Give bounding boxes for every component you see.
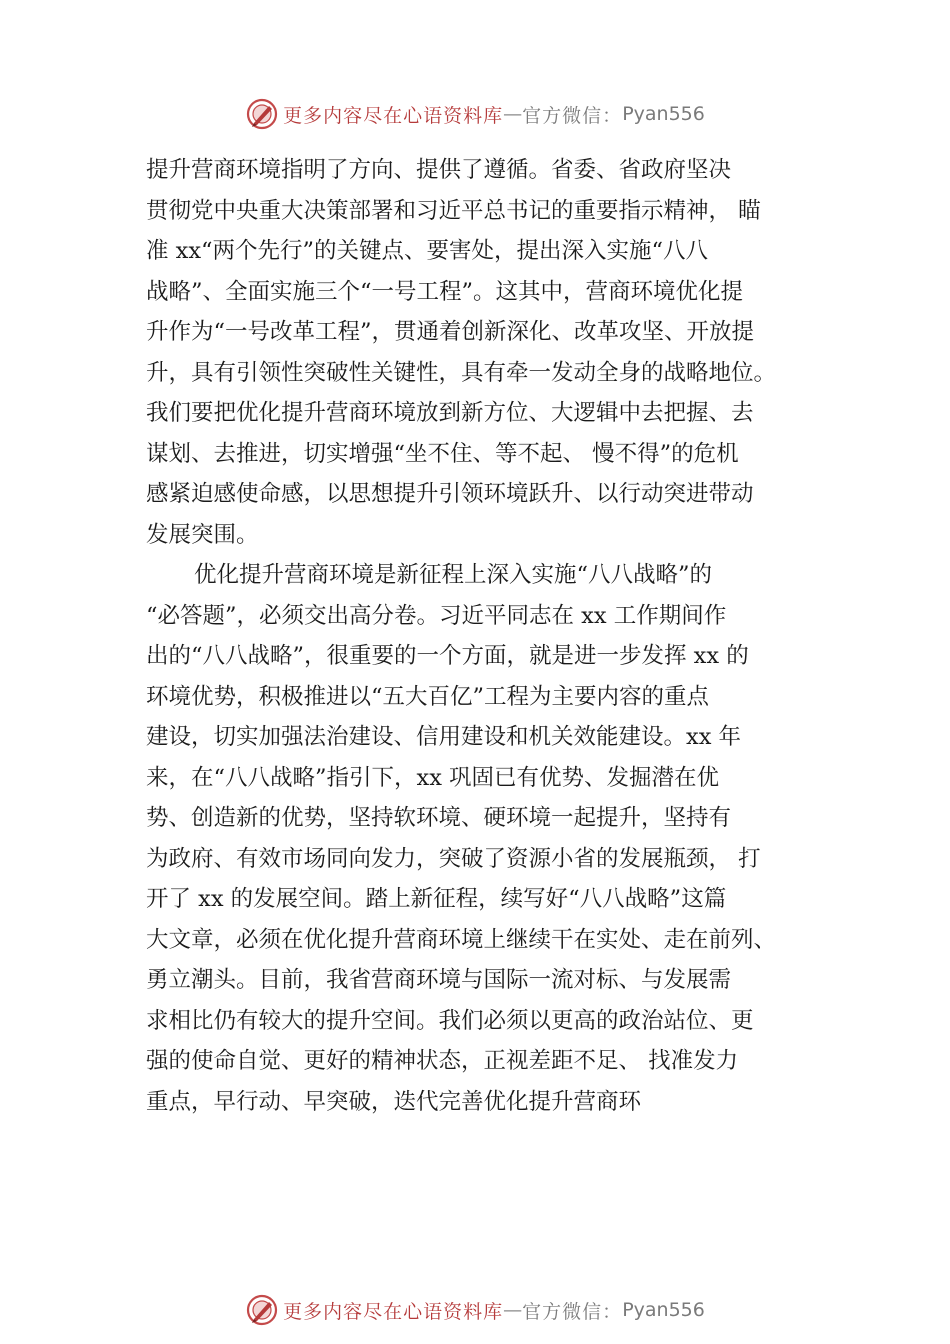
body-line: 升作为“一号改革工程”，贯通着创新深化、改革攻坚、开放提 bbox=[146, 319, 755, 345]
body-line: 提升营商环境指明了方向、提供了遵循。省委、省政府坚决 bbox=[146, 157, 732, 183]
body-line: 开了 xx 的发展空间。踏上新征程，续写好“八八战略”这篇 bbox=[146, 886, 727, 912]
body-line: 求相比仍有较大的提升空间。我们必须以更高的政治站位、更 bbox=[146, 1007, 754, 1034]
watermark-text-wechat: 官方微信： bbox=[522, 1300, 623, 1323]
header-watermark bbox=[0, 94, 950, 134]
body-line: 势、创造新的优势，坚持软环境、硬环境一起提升，坚持有 bbox=[146, 805, 732, 831]
body-line: 升，具有引领性突破性关键性，具有牵一发动全身的战略地位。 bbox=[146, 359, 777, 386]
footer-watermark bbox=[0, 1290, 950, 1330]
body-line: 准 xx“两个先行”的关键点、要害处，提出深入实施“八八 bbox=[146, 238, 709, 264]
watermark-text-main: 更多内容尽在心语资料库 bbox=[283, 1300, 504, 1323]
watermark-dash: — bbox=[503, 1299, 523, 1321]
pen-heart-logo-icon bbox=[245, 97, 279, 131]
pen-heart-logo-icon bbox=[245, 1293, 279, 1327]
body-line: 大文章，必须在优化提升营商环境上继续干在实处、走在前列、 bbox=[146, 926, 777, 953]
body-line: 建设，切实加强法治建设、信用建设和机关效能建设。xx 年 bbox=[146, 724, 742, 750]
body-line: 我们要把优化提升营商环境放到新方位、大逻辑中去把握、去 bbox=[146, 400, 754, 426]
body-line: 强的使命自觉、更好的精神状态，正视差距不足、 找准发力 bbox=[146, 1048, 739, 1074]
watermark-wechat-id: Pyan556 bbox=[622, 103, 705, 125]
body-line: 为政府、有效市场同向发力，突破了资源小省的发展瓶颈， 打 bbox=[146, 845, 761, 872]
watermark-wechat-id: Pyan556 bbox=[622, 1299, 705, 1321]
watermark-text-main: 更多内容尽在心语资料库 bbox=[283, 104, 504, 127]
watermark-dash: — bbox=[503, 103, 523, 125]
watermark-text-wechat: 官方微信： bbox=[522, 104, 623, 127]
paragraph-start-line: 优化提升营商环境是新征程上深入实施“八八战略”的 bbox=[194, 562, 713, 588]
body-line: 出的“八八战略”，很重要的一个方面，就是进一步发挥 xx 的 bbox=[146, 643, 749, 669]
body-line: 勇立潮头。目前，我省营商环境与国际一流对标、与发展需 bbox=[146, 967, 732, 993]
body-line: 谋划、去推进，切实增强“坐不住、等不起、 慢不得”的危机 bbox=[146, 440, 739, 467]
body-line: 感紧迫感使命感，以思想提升引领环境跃升、以行动突进带动 bbox=[146, 481, 754, 507]
body-line: 环境优势，积极推进以“五大百亿”工程为主要内容的重点 bbox=[146, 683, 710, 710]
body-line: 战略”、全面实施三个“一号工程”。这其中，营商环境优化提 bbox=[146, 278, 744, 305]
body-line: 重点，早行动、早突破，迭代完善优化提升营商环 bbox=[146, 1088, 642, 1115]
body-line: 贯彻党中央重大决策部署和习近平总书记的重要指示精神， 瞄 bbox=[146, 197, 761, 224]
body-line: 来，在“八八战略”指引下，xx 巩固已有优势、发掘潜在优 bbox=[146, 764, 720, 791]
body-line: “必答题”，必须交出高分卷。习近平同志在 xx 工作期间作 bbox=[146, 602, 727, 629]
body-line: 发展突围。 bbox=[146, 521, 259, 548]
document-body bbox=[146, 150, 836, 1122]
